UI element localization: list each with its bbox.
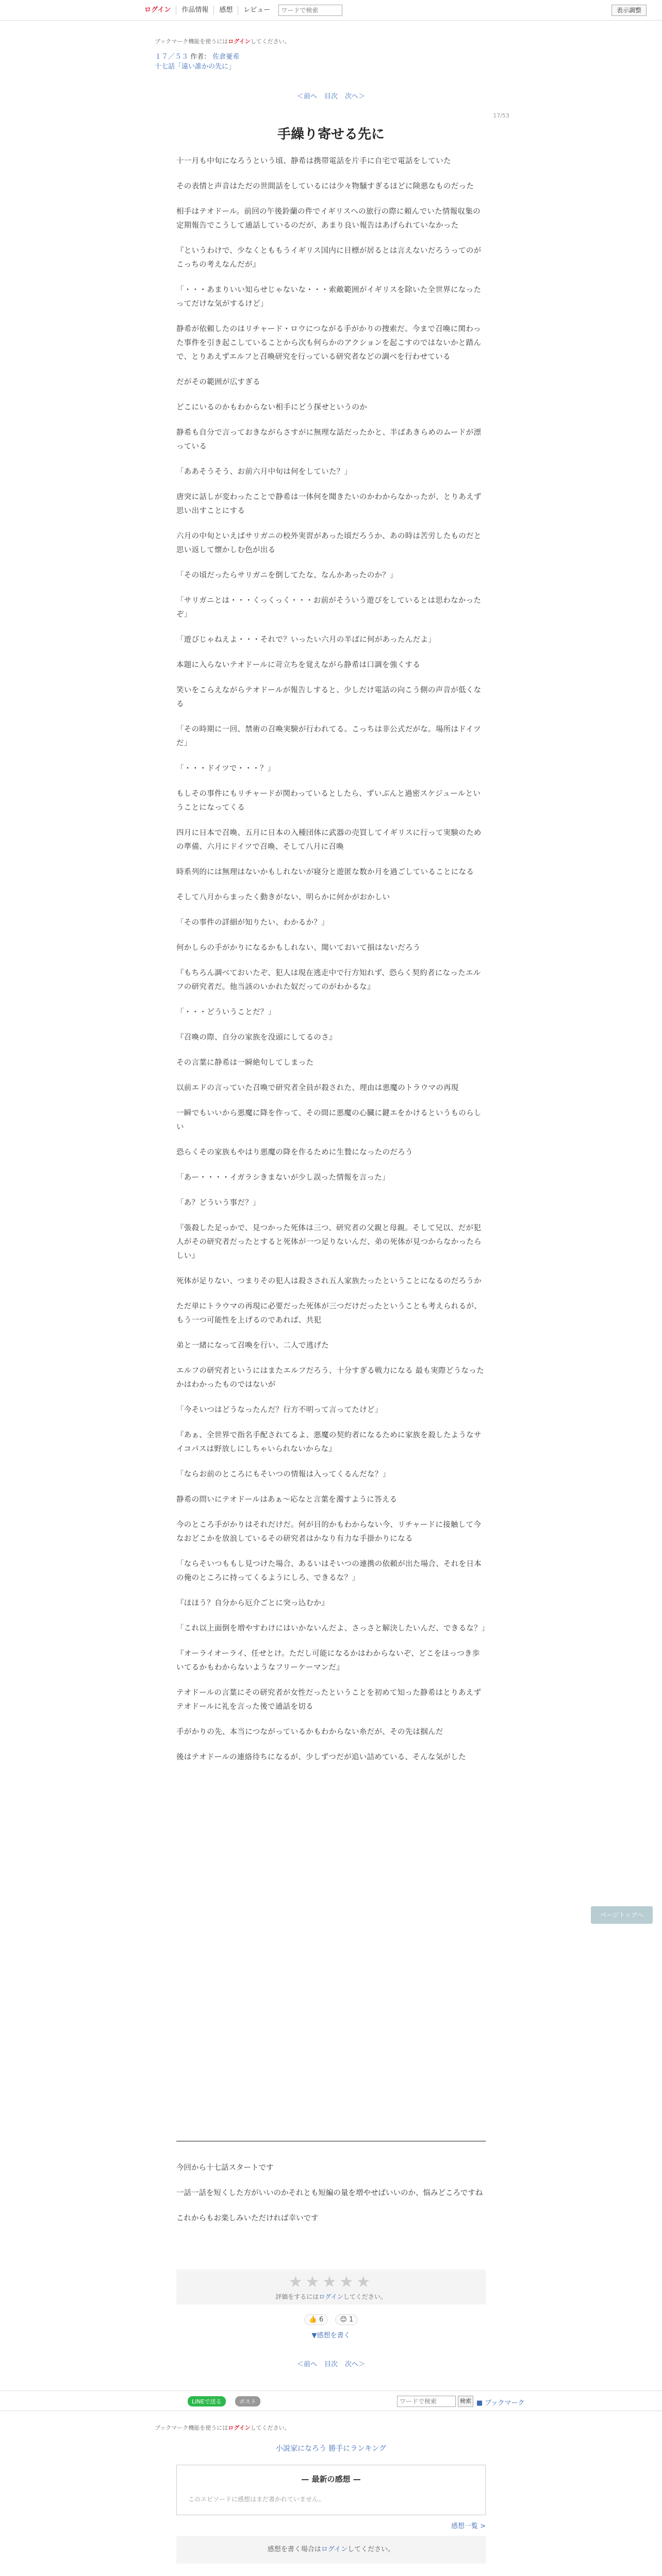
body-paragraph: その言葉に静希は一瞬絶句してしまった bbox=[176, 1059, 314, 1067]
reaction-buttons bbox=[0, 2314, 662, 2325]
episode-number: 17/53 bbox=[493, 112, 509, 119]
body-paragraph: 「その時期に一回、禁術の召喚実験が行われてる。こっちは非公式だがな。場所はドイツだ」 bbox=[176, 725, 481, 748]
rating-box bbox=[176, 2269, 486, 2304]
write-impression-link[interactable]: ▼感想を書く bbox=[311, 2332, 351, 2340]
body-paragraph: 「ならそいつももし見つけた場合、あるいはそいつの連携の依頼が出た場合、それを日本の俺のところに持ってくるようにしろ、できるな？」 bbox=[176, 1560, 482, 1582]
body-paragraph: 静希が依頼したのはリチャード・ロウにつながる手がかりの捜索だ。今まで召喚に関わった事件を引き起こしていることから次も何らかのアクションを起こすのではないかと踏んで、とりあえずエルフと召喚研究を行っている研究者などの調べを行わせている bbox=[176, 325, 482, 361]
body-paragraph: 「今そいつはどうなったんだ？行方不明って言ってたけど」 bbox=[176, 1406, 383, 1414]
body-paragraph: その表情と声音はただの世間話をしているには少々物騒すぎるほどに険悪なものだった bbox=[176, 182, 474, 191]
body-paragraph: 静希も自分で言っておきながらさすがに無理な話だったかと、半ばあきらめのムードが漂っている bbox=[176, 429, 482, 451]
body-paragraph: 静希の問いにテオドールはあぁ～応なと言葉を濁すように答える bbox=[176, 1496, 398, 1504]
top-navigation bbox=[0, 0, 662, 21]
body-paragraph: 「これ以上面倒を増やすわけにはいかないんだよ、さっさと解決したいんだ、できるな？」 bbox=[176, 1624, 489, 1633]
login-box-prefix: 感想を書く場合は bbox=[267, 2546, 321, 2553]
rating-login-link[interactable]: ログイン bbox=[319, 2293, 343, 2300]
body-paragraph: だがその範囲が広すぎる bbox=[176, 378, 260, 386]
episode-counter: １７／５３ bbox=[155, 53, 189, 61]
body-paragraph: 「遊びじゃねえよ・・・それで？いったい六月の半ばに何があったんだよ」 bbox=[176, 636, 436, 644]
ranking-link[interactable]: 小説家になろう 勝手にランキング bbox=[275, 2445, 387, 2453]
afterword-divider bbox=[176, 2141, 486, 2142]
bookmark-note-suffix: してください。 bbox=[250, 38, 290, 45]
body-paragraph: 死体が足りない、つまりその犯人は殺さされ五人家族たったということになるのだろうか bbox=[176, 1277, 482, 1285]
body-paragraph: ただ単にトラウマの再現に必要だった死体が三つだけだったということも考えられるが、もう一つ可能性を上げるのであれば、共犯 bbox=[176, 1302, 482, 1325]
body-paragraph: 『ほほう？自分から厄介ごとに突っ込むか』 bbox=[176, 1599, 329, 1607]
afterword-paragraph: 一話一話を短くした方がいいのかそれとも短編の量を増やせばいいのか、悩みどころですね bbox=[176, 2189, 483, 2197]
body-paragraph: 『もちろん調べておいたぞ、犯人は現在逃走中で行方知れず、恐らく契約者になったエルフの研究者だ。他当該のいかれた奴だってのがわかるな』 bbox=[176, 969, 481, 991]
body-paragraph: 時系列的には無理はないかもしれないが寝分と遊匿な数か月を過ごしていることになる bbox=[176, 868, 474, 876]
latest-impressions-box bbox=[176, 2465, 486, 2515]
smile-reaction-button[interactable]: 😊 1 bbox=[335, 2314, 358, 2325]
bookmark-login-note bbox=[155, 37, 290, 45]
author-link[interactable]: 佐倉憂希 bbox=[212, 53, 240, 61]
body-paragraph: テオドールの言葉にその研究者が女性だったということを初めて知った静希はとりあえずテオドールに礼を言った後で通話を切る bbox=[176, 1689, 482, 1711]
impressions-empty-text: このエピソードに感想はまだ書かれていません。 bbox=[188, 2496, 325, 2503]
body-paragraph: 「・・・あまりいい知らせじゃないな・・・索敵範囲がイギリスを除いた全世界になったってだけな気がするけど」 bbox=[176, 286, 482, 308]
body-paragraph: もしその事件にもリチャードが関わっているとしたら、ずいぶんと過密スケジュールということになってくる bbox=[176, 790, 481, 812]
body-paragraph: 『召喚の際、自分の家族を没頭にしてるのさ』 bbox=[176, 1033, 337, 1042]
body-paragraph: 本題に入らないテオドールに苛立ちを覚えながら静希は口調を強くする bbox=[176, 661, 421, 669]
body-paragraph: 六月の中旬といえばサリガニの校外実習があった頃だろうか、あの時は苦労したものだと思い返して懐かしむ色が出る bbox=[176, 532, 482, 554]
bookmark-button[interactable]: ■ ブックマーク bbox=[476, 2399, 525, 2407]
login-box-suffix: してください。 bbox=[347, 2546, 395, 2553]
body-paragraph: 相手はテオドール。前回の午後鈴蘭の件でイギリスへの旅行の際に頼んでいた情報収集の定期報告でこうして通話しているのだが、あまり良い報告はあげられていなかった bbox=[176, 208, 481, 230]
episode-body bbox=[176, 155, 489, 1776]
pager-bottom bbox=[0, 2359, 662, 2368]
body-paragraph: 弟と一緒になって召喚を行い、二人で逃げた bbox=[176, 1342, 329, 1350]
body-paragraph: 「サリガニとは・・・くっくっく・・・お前がそういう遊びをしているとは思わなかったぞ」 bbox=[176, 597, 482, 619]
body-paragraph: 恐らくその家族もやはり悪魔の降を作るために生贄になったのだろう bbox=[176, 1148, 413, 1157]
afterword bbox=[176, 2161, 486, 2237]
body-paragraph: 「その頃だったらサリガニを倒してたな、なんかあったのか？」 bbox=[176, 571, 398, 580]
pager-top bbox=[0, 91, 662, 100]
rating-note-suffix: してください。 bbox=[343, 2293, 387, 2300]
nav-reviews[interactable]: レビュー bbox=[243, 6, 271, 14]
body-paragraph: 「あー・・・・イガラシきまないが少し誤った情報を言った」 bbox=[176, 1174, 390, 1182]
bookmark-login-link[interactable]: ログイン bbox=[228, 2425, 251, 2431]
body-paragraph: 「・・・どういうことだ？」 bbox=[176, 1008, 276, 1016]
body-paragraph: 今のところ手がかりはそれだけだ。何が目的かもわからない今、リチャードに接触して今なおどこかを放浪しているその研究者はかなり有力な手掛かりになる bbox=[176, 1521, 482, 1543]
search-input-bottom[interactable] bbox=[397, 2396, 456, 2407]
series-info bbox=[155, 52, 239, 72]
search-input[interactable] bbox=[278, 5, 342, 16]
afterword-paragraph: これからもお楽しみいただければ幸いです bbox=[176, 2214, 319, 2223]
body-paragraph: 後はテオドールの連絡待ちになるが、少しずつだが追い詰めている、そんな気がした bbox=[176, 1753, 466, 1761]
like-reaction-button[interactable]: 👍 6 bbox=[304, 2314, 328, 2325]
bookmark-note-suffix: してください。 bbox=[250, 2425, 290, 2431]
author-label: 作者： bbox=[190, 53, 211, 61]
body-paragraph: 『張殺した足っかで、見つかった死体は三つ、研究者の父親と母親。そして兄以、だが犯人がその研究者だったとすると死体が一つ足りないんだ、弟の死体が見つからなかったらしい』 bbox=[176, 1224, 482, 1260]
afterword-paragraph: 今回から十七話スタートです bbox=[176, 2164, 274, 2172]
body-paragraph: 「・・・ドイツで・・・？」 bbox=[176, 765, 275, 773]
rating-stars[interactable]: ★★★★★ bbox=[288, 2273, 374, 2291]
next-link[interactable]: 次へ＞ bbox=[345, 93, 366, 100]
chapter-title[interactable]: 十七話「遠い誰かの先に」 bbox=[155, 63, 236, 71]
next-link[interactable]: 次へ＞ bbox=[345, 2361, 366, 2368]
body-paragraph: 「その事件の詳細が知りたい、わかるか？」 bbox=[176, 919, 329, 927]
body-paragraph: 四月に日本で召喚、五月に日本の入種団体に武器の売買してイギリスに行って実験のための準備、六月にドイツで召喚、そして八月に召喚 bbox=[176, 829, 482, 851]
body-paragraph: そして八月からまったく動きがない、明らかに何かがおかしい bbox=[176, 893, 390, 902]
login-link[interactable]: ログイン bbox=[142, 6, 176, 15]
search-button[interactable]: 検索 bbox=[458, 2396, 473, 2407]
prev-link[interactable]: ＜前へ bbox=[296, 93, 317, 100]
impressions-list-link[interactable]: 感想一覧 > bbox=[451, 2522, 486, 2530]
body-paragraph: 『というわけで、少なくとももうイギリス国内に目標が居るとは言えないだろうってのがこっちの考えなんだが』 bbox=[176, 247, 482, 269]
body-paragraph: 手がかりの先、本当につながっているかもわからない糸だが、その先は掴んだ bbox=[176, 1728, 443, 1736]
body-paragraph: 十一月も中旬になろうという頃、静希は携帯電話を片手に自宅で電話をしていた bbox=[176, 157, 451, 165]
line-share-button[interactable]: LINEで送る bbox=[188, 2396, 226, 2406]
prev-link[interactable]: ＜前へ bbox=[296, 2361, 317, 2368]
impressions-title: — 最新の感想 — bbox=[301, 2475, 361, 2484]
nav-work-info[interactable]: 作品情報 bbox=[176, 6, 214, 15]
toc-link[interactable]: 目次 bbox=[324, 2361, 338, 2368]
bookmark-note-prefix: ブックマーク機能を使うには bbox=[155, 38, 228, 45]
body-paragraph: 以前エドの言っていた召喚で研究者全員が殺された、理由は悪魔のトラウマの再現 bbox=[176, 1084, 459, 1092]
body-paragraph: どこにいるのかもわからない相手にどう探せというのか bbox=[176, 403, 367, 412]
body-paragraph: 一瞬でもいいから悪魔に降を作って、その間に悪魔の心臓に鍵エをかけるというものらしい bbox=[176, 1109, 482, 1131]
share-toolbar bbox=[0, 2391, 662, 2411]
page-top-button[interactable]: ページトップへ bbox=[591, 1906, 653, 1924]
bookmark-login-note-bottom bbox=[155, 2424, 290, 2432]
impression-login-box bbox=[176, 2536, 486, 2564]
body-paragraph: 笑いをこらえながらテオドールが報告しすると、少しだけ電話の向こう側の声音が低くなる bbox=[176, 686, 482, 708]
impression-login-link[interactable]: ログイン bbox=[321, 2546, 348, 2553]
rating-login-note bbox=[176, 2292, 486, 2301]
body-paragraph: 「ならお前のところにもそいつの情報は入ってくるんだな？」 bbox=[176, 1470, 390, 1479]
body-paragraph: 『あぁ、全世界で指名手配されてるよ、悪魔の契約者になるために家族を殺したようなサイコパスは野放しにしちゃいられないからな』 bbox=[176, 1431, 482, 1453]
x-post-button[interactable]: ポスト bbox=[235, 2396, 260, 2406]
body-paragraph: 『オーライオーライ、任せとけ。ただし可能になるかはわからないぞ、どこをほっつき歩いてるかもわからないようなフリーケーマンだ』 bbox=[176, 1650, 480, 1672]
body-paragraph: 唐突に話しが変わったことで静希は一体何を聞きたいのかわからなかったが、とりあえず思い出すことにする bbox=[176, 493, 482, 515]
bookmark-login-link[interactable]: ログイン bbox=[228, 38, 251, 45]
rating-note-prefix: 評価をするには bbox=[275, 2293, 319, 2300]
body-paragraph: エルフの研究者というにはまたエルフだろう、十分すぎる戦力になる 最も実際どうなったかはわかったものではないが bbox=[176, 1367, 484, 1389]
nav-impressions[interactable]: 感想 bbox=[214, 6, 238, 15]
toc-link[interactable]: 目次 bbox=[324, 93, 338, 100]
body-paragraph: 何かしらの手がかりになるかもしれない、聞いておいて損はないだろう bbox=[176, 944, 421, 952]
episode-title: 手繰り寄せる先に bbox=[277, 127, 385, 142]
display-settings-button[interactable]: 表示調整 bbox=[611, 5, 647, 16]
body-paragraph: 「あ？どういう事だ？」 bbox=[176, 1199, 260, 1207]
body-paragraph: 「ああそうそう、お前六月中旬は何をしていた？」 bbox=[176, 468, 352, 476]
bookmark-note-prefix: ブックマーク機能を使うには bbox=[155, 2425, 228, 2431]
